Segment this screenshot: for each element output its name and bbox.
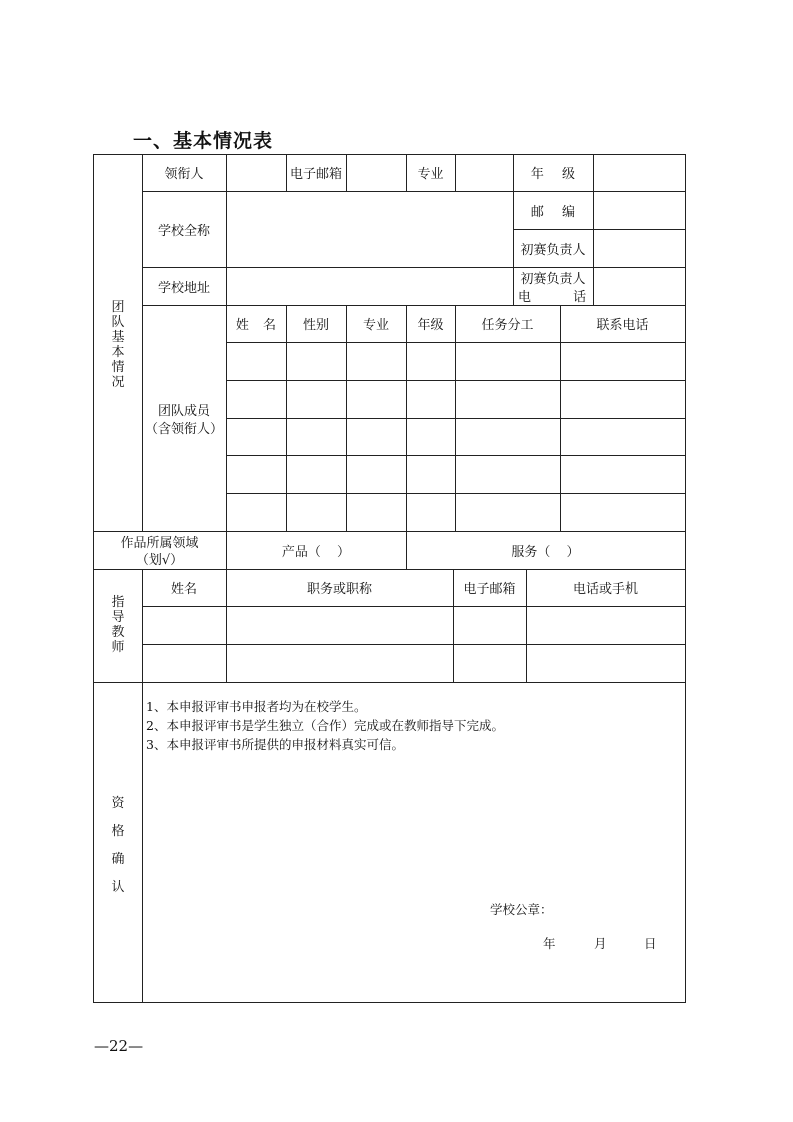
col-line	[226, 154, 227, 191]
row-line	[142, 644, 686, 645]
col-line	[346, 154, 347, 191]
school-name-label: 学校全称	[157, 223, 210, 239]
advisor-section-label: 指导教师	[111, 595, 125, 655]
col-line	[226, 191, 227, 305]
team-section-label: 团队基本情况	[111, 300, 125, 390]
field-product: 产品（ ）	[281, 544, 351, 560]
postcode-label: 邮 编	[530, 204, 576, 220]
school-address-label: 学校地址	[157, 280, 210, 296]
prelim-phone-label-1: 初赛负责人	[520, 271, 586, 287]
col-line	[455, 154, 456, 191]
leader-label: 领衔人	[164, 167, 204, 182]
row-line	[226, 493, 686, 494]
member-header-major: 专业	[362, 318, 389, 333]
email-label: 电子邮箱	[289, 167, 342, 182]
member-header-gender: 性别	[302, 318, 329, 333]
col-line	[406, 305, 407, 569]
qualification-item-3: 3、本申报评审书所提供的申报材料真实可信。	[146, 737, 404, 752]
member-header-task: 任务分工	[481, 318, 534, 333]
field-label-2: （划√）	[135, 553, 184, 568]
row-line	[226, 418, 686, 419]
table-border-left	[93, 154, 94, 1003]
col-line	[593, 154, 594, 305]
date-month: 月	[594, 936, 607, 951]
qualification-section-label: 资格确认	[111, 796, 125, 895]
row-line	[142, 606, 686, 607]
table-border-bottom	[93, 1002, 686, 1003]
advisor-header-name: 姓名	[170, 582, 197, 597]
member-header-phone: 联系电话	[596, 318, 649, 333]
field-service: 服务（ ）	[511, 544, 580, 560]
qualification-item-2: 2、本申报评审书是学生独立（合作）完成或在教师指导下完成。	[146, 718, 504, 733]
row-line	[93, 682, 686, 683]
page-title: 一、基本情况表	[133, 130, 274, 152]
col-line	[226, 305, 227, 569]
advisor-header-title: 职务或职称	[306, 582, 372, 597]
row-line	[226, 342, 686, 343]
advisor-header-phone: 电话或手机	[572, 582, 638, 597]
field-label-1: 作品所属领域	[120, 536, 199, 551]
members-label-1: 团队成员	[157, 403, 210, 419]
row-line	[226, 455, 686, 456]
major-label: 专业	[417, 167, 444, 182]
date-day: 日	[644, 936, 657, 951]
member-header-grade: 年级	[417, 318, 444, 333]
row-line	[226, 380, 686, 381]
col-line	[142, 569, 143, 1003]
date-year: 年	[543, 936, 556, 951]
prelim-contact-label: 初赛负责人	[520, 242, 586, 258]
table-border-right	[685, 154, 686, 1003]
prelim-phone-label-2: 电 话	[518, 289, 587, 305]
member-header-name: 姓 名	[235, 318, 277, 333]
members-label-2: （含领衔人）	[144, 421, 223, 437]
qualification-item-1: 1、本申报评审书申报者均为在校学生。	[146, 699, 367, 714]
school-seal-label: 学校公章：	[490, 902, 553, 917]
advisor-header-email: 电子邮箱	[463, 582, 516, 597]
grade-label: 年 级	[530, 167, 576, 182]
page-number: —22—	[94, 1037, 144, 1055]
